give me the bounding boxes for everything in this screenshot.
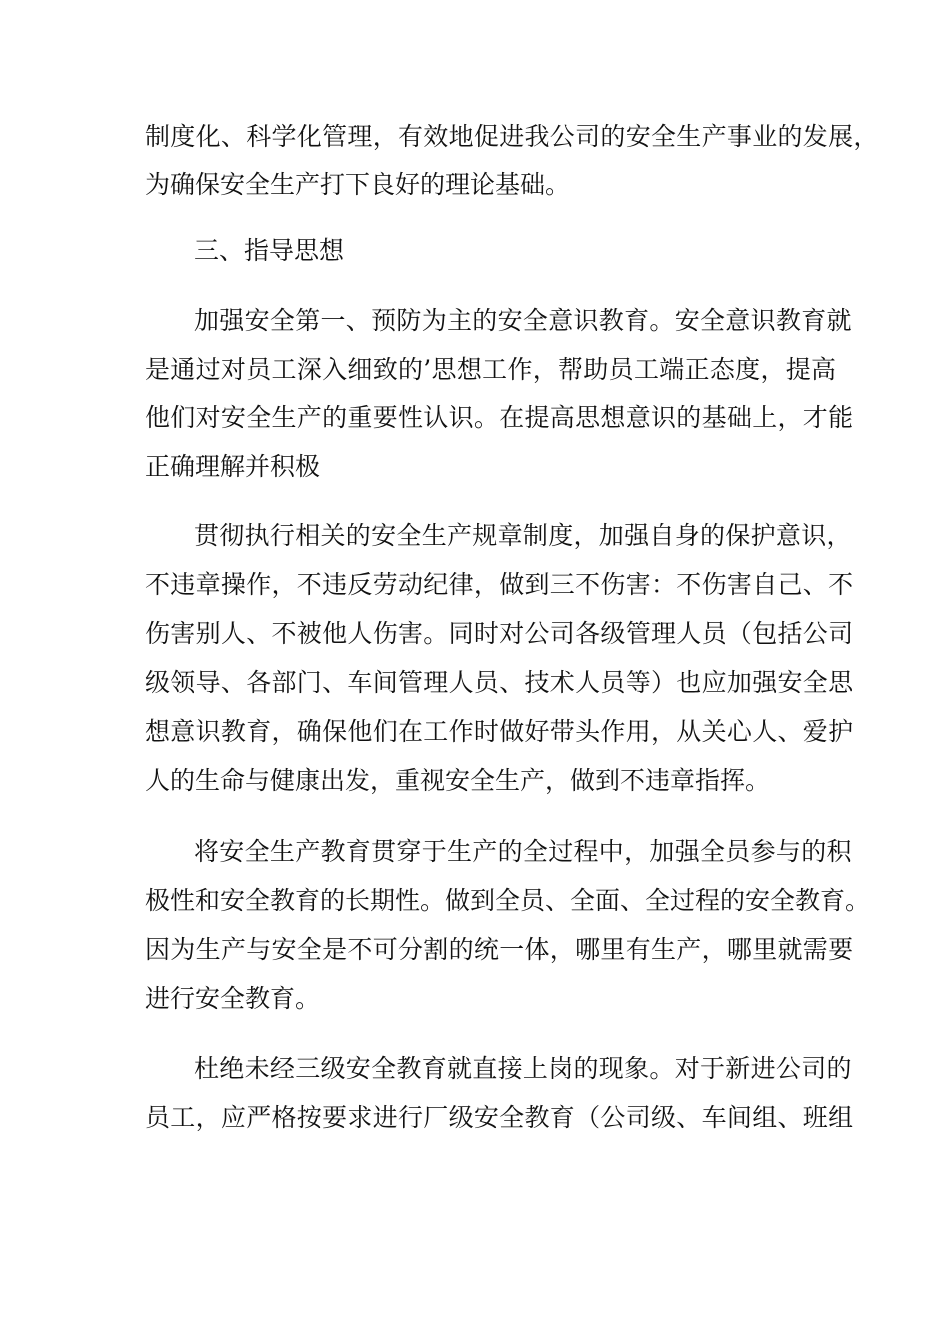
section-heading: 三、指导思想 — [194, 236, 345, 265]
paragraph-line: 杜绝未经三级安全教育就直接上岗的现象。对于新进公司的 — [194, 1054, 852, 1083]
paragraph-line: 为确保安全生产打下良好的理论基础。 — [145, 170, 571, 199]
paragraph-line: 伤害别人、不被他人伤害。同时对公司各级管理人员（包括公司 — [145, 619, 854, 648]
paragraph-line: 人的生命与健康出发，重视安全生产，做到不违章指挥。 — [145, 766, 771, 795]
paragraph-line: 是通过对员工深入细致的’思想工作，帮助员工端正态度，提高 — [145, 355, 837, 384]
paragraph-line: 员工，应严格按要求进行厂级安全教育（公司级、车间组、班组 — [145, 1103, 854, 1132]
paragraph-line: 他们对安全生产的重要性认识。在提高思想意识的基础上，才能 — [145, 403, 854, 432]
paragraph-line: 不违章操作，不违反劳动纪律，做到三不伤害：不伤害自己、不 — [145, 570, 854, 599]
paragraph-line: 因为生产与安全是不可分割的统一体，哪里有生产，哪里就需要 — [145, 935, 854, 964]
paragraph-line: 正确理解并积极 — [145, 452, 321, 481]
paragraph-line: 进行安全教育。 — [145, 984, 321, 1013]
paragraph-line: 级领导、各部门、车间管理人员、技术人员等）也应加强安全思 — [145, 668, 854, 697]
paragraph-line: 将安全生产教育贯穿于生产的全过程中，加强全员参与的积 — [194, 837, 852, 866]
paragraph-line: 制度化、科学化管理，有效地促进我公司的安全生产事业的发展， — [145, 122, 879, 151]
paragraph-line: 贯彻执行相关的安全生产规章制度，加强自身的保护意识， — [194, 521, 852, 550]
paragraph-line: 极性和安全教育的长期性。做到全员、全面、全过程的安全教育。 — [145, 886, 871, 915]
paragraph-line: 想意识教育，确保他们在工作时做好带头作用，从关心人、爱护 — [145, 717, 854, 746]
paragraph-line: 加强安全第一、预防为主的安全意识教育。安全意识教育就 — [194, 306, 852, 335]
